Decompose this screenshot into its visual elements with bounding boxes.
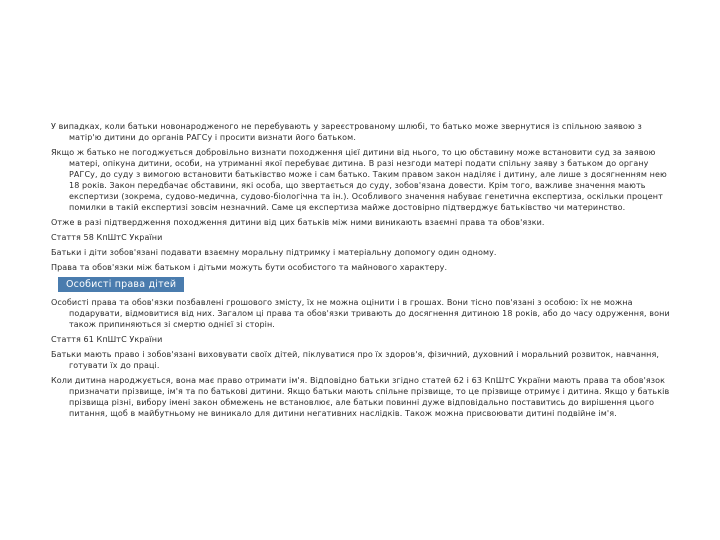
paragraph-court-paternity: Якщо ж батько не погоджується добровільно визнати походження цієї дитини від нього, то цю обставину може встановити суд за заявою матері, опікуна дитини, особи, на утриманні якої перебуває дитина. В разі незгоди матері подати спільну заяву з батьком до органу РАГСу, до суду з вимогою встановити батьківство може і сам батько. Таким правом закон наділяє і дитину, але лише з досягненням нею 18 років. Закон передбачає обставини, які особа, що звертається до суду, зобов'язана довести. Крім того, важливе значення мають експертизи (зокрема, судово-медична, судово-біологічна та ін.). Особливого значення набуває генетична експертиза, оскільки процент помилки в такій експертизі зовсім незначний. Саме ця експертиза майже достовірно підтверджує батьківство чи материнство.: [51, 148, 667, 212]
paragraph-personal-rights: Особисті права та обов'язки позбавлені грошового змісту, їх не можна оцінити і в грошах. Вони тісно пов'язані з особою: їх не можна подарувати, відмовитися від них. Загалом ці права та обов'язки тривають до досягнення дитиною 18 років, або до часу одруження, вони також припиняються зі смертю однієї зі сторін.: [51, 298, 670, 329]
section-heading-personal-rights: Особисті права дітей: [58, 277, 184, 292]
paragraph-mutual-rights: Отже в разі підтвердження походження дитини від цих батьків між ними виникають взаємні права та обов'язки.: [51, 218, 545, 227]
document-body: [51, 121, 673, 423]
paragraph-upbringing: Батьки мають право і зобов'язані виховувати своїх дітей, піклуватися про їх здоров'я, фізичний, духовний і моральний розвиток, навчання, готувати їх до праці.: [51, 350, 660, 370]
paragraph-child-name: Коли дитина народжується, вона має право отримати ім'я. Відповідно батьки згідно статей 62 і 63 КпШтС України мають права та обов'язок призначати прізвище, ім'я та по батькові дитини. Якщо батьки мають спільне прізвище, то це прізвище отримує і дитина. Якщо у батьків прізвища різні, вибору імені закон обмежень не встановлює, але батьки повинні дуже відповідально поставитись до вирішення цього питання, щоб в майбутньому не виникало для дитини негативних наслідків. Також можна присвоювати дитині подвійне ім'я.: [51, 376, 670, 418]
paragraph-mutual-support: Батьки і діти зобов'язані подавати взаємну моральну підтримку і матеріальну допомогу один одному.: [51, 248, 497, 257]
paragraph-rights-character: Права та обов'язки між батьком і дітьми можуть бути особистого та майнового характеру.: [51, 263, 448, 272]
article-58-reference: Стаття 58 КпШтС України: [51, 233, 163, 242]
article-61-reference: Стаття 61 КпШтС України: [51, 335, 163, 344]
paragraph-unmarried-parents: У випадках, коли батьки новонародженого не перебувають у зареєстрованому шлюбі, то батько може звернутися із спільною заявою з матір'ю дитини до органів РАГСу і просити визнати його батьком.: [51, 122, 642, 142]
